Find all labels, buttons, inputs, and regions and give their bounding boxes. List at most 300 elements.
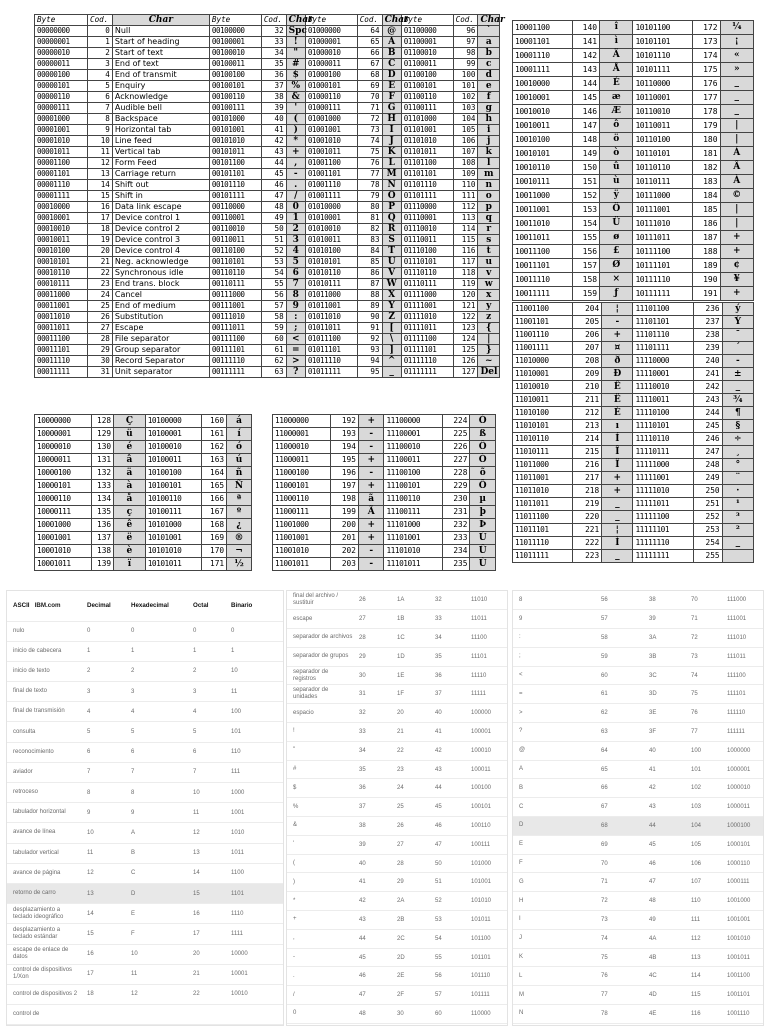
ascii-table-row [7, 823, 283, 843]
ascii-table-cell: A [513, 760, 595, 779]
ascii-row-cell: J [382, 136, 401, 147]
ascii-table-cell: 39 [643, 610, 685, 629]
ext-upper-cell: 10011001 [513, 203, 573, 217]
ext-upper-cell: 10010110 [513, 161, 573, 175]
ext-upper-cell: 172 [693, 21, 720, 35]
ascii-row-cell: 00110101 [209, 257, 261, 268]
ext-bottom-mid-cell: 11100110 [384, 493, 442, 506]
ascii-row-cell: 26 [88, 312, 113, 323]
ascii-table-cell: 9 [513, 610, 595, 629]
ext-bottom-left-cell: ü [114, 428, 146, 441]
ext-lower-cell: 11101111 [633, 342, 693, 355]
ascii-row-cell: Start of heading [112, 37, 209, 48]
ext-upper-row [513, 217, 754, 231]
ascii-table-cell: 105 [685, 835, 721, 854]
ascii-row-row [35, 367, 500, 378]
ascii-row-cell: 00111111 [209, 367, 261, 378]
ascii-row-cell: r [478, 224, 500, 235]
ascii-table-cell: B [513, 779, 595, 798]
ascii-row-cell: 01111100 [401, 334, 453, 345]
ascii-row-cell: 125 [453, 345, 478, 356]
ext-upper-cell: 10110101 [633, 147, 693, 161]
ascii-table-cell: N [513, 1005, 595, 1024]
ext-lower-cell: 11111000 [633, 459, 693, 472]
ext-bottom-mid-cell: 229 [442, 480, 470, 493]
ascii-row-cell: 6 [286, 268, 305, 279]
ascii-table-cell: 11110 [465, 666, 507, 685]
ascii-row-cell: 19 [88, 235, 113, 246]
ascii-table-cell: 54 [429, 929, 465, 948]
ascii-table-cell: 1A [391, 591, 429, 610]
ext-upper-cell: 191 [693, 287, 720, 301]
ascii-table-cell: = [513, 685, 595, 704]
ascii-row-cell: F [382, 92, 401, 103]
ascii-row-cell: 31 [88, 367, 113, 378]
ascii-table-cell: 101100 [465, 929, 507, 948]
ascii-row-cell: 107 [453, 147, 478, 158]
ascii-row-cell: Audible bell [112, 103, 209, 114]
ascii-table-cell: : [513, 629, 595, 648]
ascii-table-cell: separador de archivos [287, 629, 353, 648]
ext-upper-row [513, 147, 754, 161]
ascii-table-cell: 26 [353, 591, 391, 610]
ascii-row-cell: 01110100 [401, 246, 453, 257]
ascii-table-cell: I [513, 911, 595, 930]
ext-bottom-mid-cell: 11001010 [273, 545, 331, 558]
ext-bottom-left-cell: 10000111 [35, 506, 92, 519]
ascii-row-cell: 67 [357, 59, 382, 70]
ascii-table-cell: 27 [391, 835, 429, 854]
column-header: Char [478, 15, 500, 26]
ascii-row-cell: 76 [357, 158, 382, 169]
column-header: Char [286, 15, 305, 26]
ascii-row-cell: 48 [261, 202, 286, 213]
table-header-row [35, 15, 500, 26]
ascii-table-cell: 0 [225, 621, 283, 641]
ext-lower-cell: 11010011 [513, 394, 573, 407]
ascii-table-cell: 8 [81, 783, 125, 803]
ascii-table-cell: 49 [643, 911, 685, 930]
ascii-row-cell: 53 [261, 257, 286, 268]
ext-bottom-left-cell: 134 [91, 493, 114, 506]
ascii-row-cell: 54 [261, 268, 286, 279]
ext-lower-cell: 219 [573, 498, 602, 511]
ascii-table-cell: 8 [125, 783, 187, 803]
ascii-table-cell: 77 [595, 986, 643, 1005]
ascii-table-cell: 77 [685, 723, 721, 742]
ext-bottom-left-row [35, 493, 252, 506]
ascii-table-cell: 11111 [465, 685, 507, 704]
ext-bottom-left-row [35, 441, 252, 454]
ascii-row-cell: 45 [261, 169, 286, 180]
ascii-row-row [35, 103, 500, 114]
ascii-table-cell: 111001 [721, 610, 763, 629]
ascii-row-cell: [ [382, 323, 401, 334]
ascii-table-cell: @ [513, 741, 595, 760]
ascii-table-cell: 1001010 [721, 929, 763, 948]
ascii-row-cell: 59 [261, 323, 286, 334]
ext-bottom-left-cell: 168 [202, 519, 227, 532]
ascii-row-cell: 01000001 [305, 37, 357, 48]
ascii-table-cell: 44 [643, 817, 685, 836]
ascii-row-cell: 86 [357, 268, 382, 279]
ext-bottom-mid-cell: 224 [442, 415, 470, 428]
ext-lower-cell: 11111110 [633, 537, 693, 550]
ascii-row-cell: T [382, 246, 401, 257]
ascii-table-cell [225, 1005, 283, 1025]
ascii-table-row [287, 911, 507, 930]
ascii-table-cell: control de [7, 1005, 81, 1025]
ext-lower-cell: ð [602, 355, 633, 368]
ascii-table-row [7, 984, 283, 1004]
ascii-table-row [7, 722, 283, 742]
ascii-row-cell: 77 [357, 169, 382, 180]
ext-bottom-left-cell: ë [114, 532, 146, 545]
ascii-row-cell: 20 [88, 246, 113, 257]
ext-bottom-mid-cell: - [358, 545, 384, 558]
ext-lower-cell: ı [602, 420, 633, 433]
ext-upper-cell: 159 [572, 287, 599, 301]
ascii-table-cell: D [125, 883, 187, 903]
ascii-row-row [35, 48, 500, 59]
ascii-table-cell: 31 [353, 685, 391, 704]
ascii-row-cell: D [382, 70, 401, 81]
ext-bottom-mid-cell: 11000011 [273, 454, 331, 467]
ext-bottom-left-cell: è [114, 545, 146, 558]
column-header: Byte [35, 15, 88, 26]
ascii-row-cell: Del [478, 367, 500, 378]
ascii-table-cell: 12 [125, 984, 187, 1004]
ascii-table-row [513, 854, 763, 873]
ext-bottom-mid-cell: 197 [331, 480, 359, 493]
ascii-row-cell: 40 [261, 114, 286, 125]
ascii-row-cell: A [382, 37, 401, 48]
ascii-row-cell: 35 [261, 59, 286, 70]
ascii-row-cell: 50 [261, 224, 286, 235]
ascii-row-cell: N [382, 180, 401, 191]
ascii-row-cell: 84 [357, 246, 382, 257]
ascii-table-row [513, 986, 763, 1005]
ext-upper-row [513, 245, 754, 259]
ascii-row-cell: 00011010 [35, 312, 88, 323]
ext-bottom-left-cell: Ç [114, 415, 146, 428]
ascii-row-cell: 01011010 [305, 312, 357, 323]
ascii-table-row [513, 629, 763, 648]
ascii-row-row [35, 257, 500, 268]
ascii-row-cell: 01100001 [401, 37, 453, 48]
ascii-row-cell: 01010100 [305, 246, 357, 257]
ext-bottom-left-cell: å [114, 493, 146, 506]
ascii-table-cell: 24 [391, 779, 429, 798]
ascii-table-cell: 16 [81, 944, 125, 964]
ascii-table-cell: 2B [391, 911, 429, 930]
ext-lower-row [513, 329, 754, 342]
ext-lower-cell: 211 [573, 394, 602, 407]
ascii-table-cell: 1B [391, 610, 429, 629]
ascii-row-cell: 42 [261, 136, 286, 147]
ext-lower-row [513, 524, 754, 537]
ascii-row-cell: Vertical tab [112, 147, 209, 158]
ascii-row-row [35, 92, 500, 103]
ext-bottom-left-cell: 136 [91, 519, 114, 532]
ascii-table-cell: 48 [353, 1005, 391, 1024]
ext-lower-cell: 205 [573, 316, 602, 329]
ascii-row-cell: 00000101 [35, 81, 88, 92]
ascii-table-cell: 6 [187, 742, 225, 762]
ascii-row-cell: 13 [88, 169, 113, 180]
ascii-row-cell: Z [382, 312, 401, 323]
ascii-row-cell: 27 [88, 323, 113, 334]
ascii-table-cell: 25 [391, 798, 429, 817]
ascii-row-cell: 73 [357, 125, 382, 136]
ascii-table-cell: 8 [513, 591, 595, 610]
ascii-row-row [35, 158, 500, 169]
ext-bottom-left-cell: â [114, 454, 146, 467]
ascii-row-cell: 4 [286, 246, 305, 257]
ascii-row-cell: Shift in [112, 191, 209, 202]
ascii-table-cell: 1010 [225, 823, 283, 843]
ascii-table-cell: 1001 [225, 803, 283, 823]
ascii-table-cell: 111010 [721, 629, 763, 648]
ascii-row-row [35, 125, 500, 136]
ascii-row-row [35, 70, 500, 81]
ascii-row-cell: 00110100 [209, 246, 261, 257]
ascii-table-row [7, 904, 283, 924]
ext-bottom-mid-cell: 11000010 [273, 441, 331, 454]
ext-bottom-mid-cell: 11000000 [273, 415, 331, 428]
ascii-row-cell: End of text [112, 59, 209, 70]
ext-bottom-left-cell: ï [114, 558, 146, 571]
ascii-table-cell: B [125, 843, 187, 863]
ascii-table-cell: 111100 [721, 666, 763, 685]
ext-lower-cell: 215 [573, 446, 602, 459]
ext-bottom-left-cell: 169 [202, 532, 227, 545]
ascii-table-cell: 61 [595, 685, 643, 704]
ascii-row-cell: ` [478, 26, 500, 37]
ascii-row-cell: 00001001 [35, 125, 88, 136]
ascii-row-cell: 00011001 [35, 301, 88, 312]
ascii-row-cell: 99 [453, 59, 478, 70]
ascii-row-cell: 01010011 [305, 235, 357, 246]
ext-upper-cell: 10010010 [513, 105, 573, 119]
ascii-table-cell: * [287, 892, 353, 911]
ext-lower-cell: Í [602, 433, 633, 446]
ascii-row-cell: 65 [357, 37, 382, 48]
ext-upper-cell: ƒ [600, 287, 633, 301]
ext-bottom-left-cell: 160 [202, 415, 227, 428]
ext-upper-cell: 182 [693, 161, 720, 175]
ext-lower-cell: 11011010 [513, 485, 573, 498]
ascii-row-cell: z [478, 312, 500, 323]
ascii-row-cell: Carriage return [112, 169, 209, 180]
ascii-row-cell: 00100001 [209, 37, 261, 48]
header-binary: Binario [225, 591, 283, 621]
ext-bottom-left-row [35, 480, 252, 493]
ascii-table-cell: 111000 [721, 591, 763, 610]
ascii-table-cell: 100000 [465, 704, 507, 723]
ascii-row-row [35, 345, 500, 356]
ascii-table-cell: retroceso [7, 783, 81, 803]
ascii-row-row [35, 334, 500, 345]
ascii-table-cell: 45 [429, 798, 465, 817]
ext-upper-cell: ì [600, 35, 633, 49]
ext-upper-row [513, 49, 754, 63]
ext-bottom-mid-cell: Õ [470, 480, 496, 493]
ascii-row-cell: 01000100 [305, 70, 357, 81]
ext-bottom-left-cell: 170 [202, 545, 227, 558]
ext-bottom-left-row [35, 532, 252, 545]
ascii-row-cell: 62 [261, 356, 286, 367]
ext-upper-cell: _ [720, 91, 753, 105]
ext-bottom-mid-cell: þ [470, 506, 496, 519]
ascii-row-cell: File separator [112, 334, 209, 345]
ext-upper-row [513, 175, 754, 189]
ascii-row-row [35, 169, 500, 180]
ascii-table-cell: desplazamiento a teclado estándar [7, 924, 81, 944]
ext-bottom-mid-cell: 11101001 [384, 532, 442, 545]
ascii-row-cell: & [286, 92, 305, 103]
ascii-table-cell: 2A [391, 892, 429, 911]
ascii-row-row [35, 323, 500, 334]
ext-bottom-left-row [35, 519, 252, 532]
ext-bottom-mid-cell: 11100001 [384, 428, 442, 441]
ascii-row-cell: 00011100 [35, 334, 88, 345]
ext-lower-cell: 207 [573, 342, 602, 355]
ascii-row-cell: 01100011 [401, 59, 453, 70]
ascii-row-cell: , [286, 158, 305, 169]
ascii-row-cell: 00000010 [35, 48, 88, 59]
ascii-table-cell: nulo [7, 621, 81, 641]
ascii-row-cell: e [478, 81, 500, 92]
ext-bottom-mid-cell: 199 [331, 506, 359, 519]
ascii-table-cell: 59 [595, 647, 643, 666]
ext-upper-cell: 153 [572, 203, 599, 217]
ascii-table-row [7, 1005, 283, 1025]
column-header: Char [382, 15, 401, 26]
ext-bottom-mid-cell: 227 [442, 454, 470, 467]
ascii-table-row [287, 629, 507, 648]
ext-upper-cell: 187 [693, 231, 720, 245]
ascii-table-cell: 47 [429, 835, 465, 854]
ascii-row-cell: 109 [453, 169, 478, 180]
ascii-table-cell: 11 [225, 682, 283, 702]
ascii-table-cell: 111111 [721, 723, 763, 742]
ext-upper-cell: 10111111 [633, 287, 693, 301]
ascii-table-cell: 37 [429, 685, 465, 704]
ascii-row-cell: 00110001 [209, 213, 261, 224]
ascii-table-row [287, 854, 507, 873]
ascii-table-row [513, 666, 763, 685]
ext-upper-cell: ÿ [600, 189, 633, 203]
ascii-panel-1 [6, 590, 284, 1026]
ext-upper-cell: 184 [693, 189, 720, 203]
ext-lower-cell: 11010001 [513, 368, 573, 381]
ext-bottom-mid-row [273, 415, 496, 428]
ext-lower-cell: 11110100 [633, 407, 693, 420]
ascii-table-row [287, 647, 507, 666]
ext-bottom-left-cell: 131 [91, 454, 114, 467]
ext-lower-row [513, 407, 754, 420]
ascii-table-cell: C [513, 798, 595, 817]
ascii-row-cell: 01100100 [401, 70, 453, 81]
ascii-table-col2 [287, 591, 507, 1024]
extended-table-upper-right [512, 20, 754, 301]
ascii-row-cell: 9 [286, 301, 305, 312]
ext-upper-cell: 10010011 [513, 119, 573, 133]
ascii-row-cell: 00001011 [35, 147, 88, 158]
ascii-row-cell: Form Feed [112, 158, 209, 169]
ascii-table-row [513, 948, 763, 967]
ext-bottom-mid-row [273, 532, 496, 545]
ext-bottom-mid-cell: 11100100 [384, 467, 442, 480]
ext-bottom-mid-cell: 225 [442, 428, 470, 441]
ascii-table-cell: 40 [429, 704, 465, 723]
ascii-row-cell: 88 [357, 290, 382, 301]
ascii-row-cell: 00101001 [209, 125, 261, 136]
ascii-row-cell: 00101100 [209, 158, 261, 169]
ascii-table-cell: 100 [225, 702, 283, 722]
ascii-row-cell: Q [382, 213, 401, 224]
ext-upper-cell: 179 [693, 119, 720, 133]
ext-bottom-left-cell: 10100100 [145, 467, 202, 480]
ext-bottom-mid-cell: 198 [331, 493, 359, 506]
ascii-table-cell: 43 [429, 760, 465, 779]
ascii-row-cell: 01110111 [401, 279, 453, 290]
ext-lower-cell: Ï [602, 459, 633, 472]
ascii-row-cell: 01100101 [401, 81, 453, 92]
ext-lower-cell: ¶ [722, 407, 753, 420]
ascii-row-cell: P [382, 202, 401, 213]
ascii-table-cell: 76 [685, 704, 721, 723]
ascii-table-cell: # [287, 760, 353, 779]
ascii-table-cell: 1000111 [721, 873, 763, 892]
ascii-table-cell: 4 [125, 702, 187, 722]
ascii-row-cell: 57 [261, 301, 286, 312]
ascii-table-cell: < [513, 666, 595, 685]
ascii-row-cell: Escape [112, 323, 209, 334]
ext-bottom-left-cell: 10001000 [35, 519, 92, 532]
ext-lower-cell: 11101100 [633, 303, 693, 316]
ascii-table-cell: 63 [595, 723, 643, 742]
ascii-row-cell: 3 [286, 235, 305, 246]
ext-upper-cell: 10001110 [513, 49, 573, 63]
ext-lower-cell: 236 [693, 303, 722, 316]
ext-bottom-left-cell: ä [114, 467, 146, 480]
ascii-table-cell: 46 [353, 967, 391, 986]
ascii-table-cell: 114 [685, 967, 721, 986]
ascii-row-cell: 00101110 [209, 180, 261, 191]
ascii-row-cell: 37 [261, 81, 286, 92]
ascii-table-cell: 3 [81, 682, 125, 702]
ascii-row-cell: b [478, 48, 500, 59]
ext-upper-cell: 10010101 [513, 147, 573, 161]
ext-lower-cell: 245 [693, 420, 722, 433]
ascii-table-cell: separador de grupos [287, 647, 353, 666]
ascii-row-cell: 22 [88, 268, 113, 279]
ascii-panel-3 [512, 590, 764, 1026]
ascii-table-cell: 62 [595, 704, 643, 723]
ascii-table-cell: 100001 [465, 723, 507, 742]
ascii-row-cell: 00100000 [209, 26, 261, 37]
ascii-table-row [7, 641, 283, 661]
ascii-table-cell: H [513, 892, 595, 911]
ascii-table-cell: final de transmisión [7, 702, 81, 722]
ascii-table-row [7, 863, 283, 883]
ascii-table-cell: desplazamiento a teclado ideográfico [7, 904, 81, 924]
ext-bottom-left-cell: 10100011 [145, 454, 202, 467]
ascii-row-cell: 00111101 [209, 345, 261, 356]
ascii-row-cell: 71 [357, 103, 382, 114]
